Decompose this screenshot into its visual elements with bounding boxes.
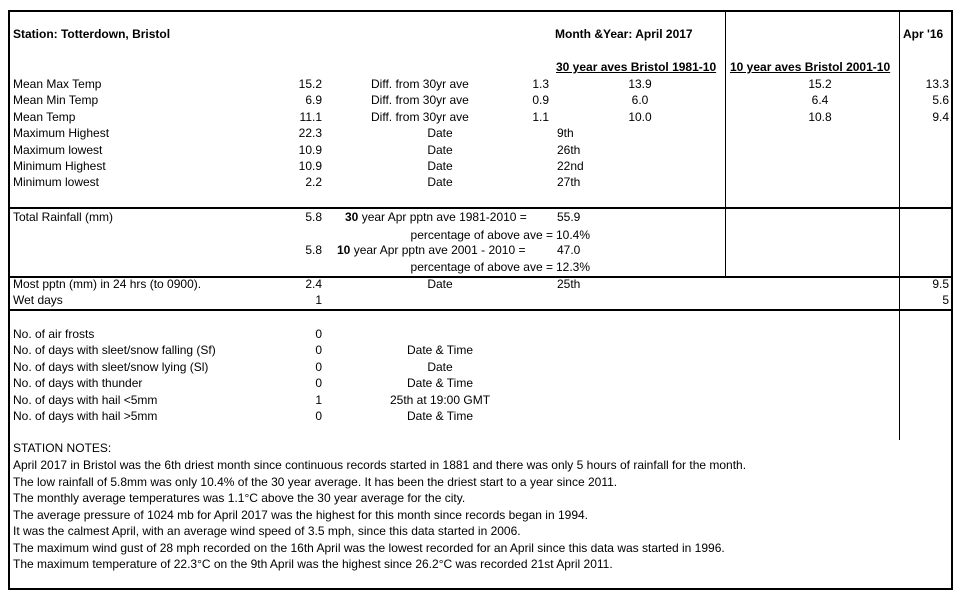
temp-row-diff: 1.1 <box>532 110 549 124</box>
notes-line: It was the calmest April, with an average wind speed of 3.5 mph, since this data started in 2006. <box>13 524 521 538</box>
rainfall-pct-10yr-label: percentage of above ave = <box>410 260 553 274</box>
count-row-label: No. of days with sleet/snow lying (Sl) <box>13 360 209 374</box>
count-row-label: No. of days with thunder <box>13 376 143 390</box>
count-row-note: Date & Time <box>406 343 474 357</box>
divider-prev-year <box>899 10 900 440</box>
month-year-title: Month &Year: April 2017 <box>555 27 693 41</box>
rainfall-30yr-line <box>345 210 527 224</box>
count-row-note: Date & Time <box>406 409 474 423</box>
notes-line: The low rainfall of 5.8mm was only 10.4% of the 30 year average. It has been the driest start to a year since 2011. <box>13 474 618 489</box>
temp-row-ave30: 6.0 <box>631 93 649 107</box>
rainfall-value-1: 5.8 <box>305 210 322 224</box>
col-10yr-header-text: 10 year aves Bristol 2001-10 <box>730 60 891 74</box>
temp-row-diff: 1.3 <box>532 77 549 91</box>
count-row-label: No. of days with hail >5mm <box>13 409 158 423</box>
count-row-value: 0 <box>315 376 322 390</box>
temp-row-ave10: 15.2 <box>808 77 832 91</box>
temp-row-diff-label: Diff. from 30yr ave <box>371 77 469 91</box>
temp-row-date: 22nd <box>557 159 584 173</box>
divider-counts-top <box>8 309 953 311</box>
count-row-value: 0 <box>315 360 322 374</box>
temp-row-label: Mean Max Temp <box>13 77 102 91</box>
pptn-date: 25th <box>557 277 581 291</box>
count-row-label: No. of days with hail <5mm <box>13 393 158 407</box>
prev-year-title: Apr '16 <box>903 27 944 41</box>
wet-days-label: Wet days <box>13 293 63 307</box>
border-right <box>951 10 953 590</box>
temp-row-value: 15.2 <box>298 77 322 91</box>
rainfall-10yr-value: 47.0 <box>557 243 581 257</box>
notes-line: April 2017 in Bristol was the 6th driest month since continuous records started in 1881 and there was only 5 hours of rainfall for the month. <box>13 458 747 472</box>
temp-row-value: 10.9 <box>298 159 322 173</box>
col-30yr-header-text: 30 year aves Bristol 1981-10 <box>556 60 717 74</box>
rainfall-30yr-value: 55.9 <box>557 210 581 224</box>
station-title: Station: Totterdown, Bristol <box>13 27 171 41</box>
count-row-value: 1 <box>315 393 322 407</box>
temp-row-label: Maximum lowest <box>13 143 103 157</box>
temp-row-ave10: 10.8 <box>808 110 832 124</box>
wet-days-prev: 5 <box>942 293 949 307</box>
notes-line: The monthly average temperatures was 1.1°C above the 30 year average for the city. <box>13 491 466 505</box>
rainfall-10yr-text: year Apr pptn ave 2001 - 2010 = <box>350 243 526 257</box>
temp-row-label: Mean Temp <box>13 110 76 124</box>
temp-row-value: 2.2 <box>305 175 322 189</box>
notes-title: STATION NOTES: <box>13 441 112 455</box>
temp-row-value: 22.3 <box>298 126 322 140</box>
temp-row-prev: 13.3 <box>925 77 949 91</box>
temp-row-date-label: Date <box>427 159 453 173</box>
temp-row-date-label: Date <box>427 126 453 140</box>
notes-line: The average pressure of 1024 mb for April 2017 was the highest for this month since records began in 1994. <box>13 507 589 522</box>
divider-rainfall-top <box>8 207 953 209</box>
rainfall-pct-30yr-label: percentage of above ave = <box>410 228 553 242</box>
temp-row-date-label: Date <box>427 143 453 157</box>
temp-row-date: 9th <box>557 126 574 140</box>
pptn-value: 2.4 <box>305 277 322 291</box>
count-row-value: 0 <box>315 327 322 341</box>
border-bottom <box>8 588 953 590</box>
border-top <box>8 10 953 12</box>
rainfall-30yr-bold: 30 <box>345 210 359 224</box>
border-left <box>8 10 10 590</box>
wet-days-value: 1 <box>315 293 322 307</box>
temp-row-diff-label: Diff. from 30yr ave <box>371 110 469 124</box>
count-row-label: No. of days with sleet/snow falling (Sf) <box>13 343 216 357</box>
pptn-date-label: Date <box>427 277 453 291</box>
count-row-note: 25th at 19:00 GMT <box>389 393 491 407</box>
temp-row-label: Minimum lowest <box>13 175 100 189</box>
temp-row-prev: 5.6 <box>932 93 949 107</box>
rainfall-pct-10yr-value: 12.3% <box>556 260 591 274</box>
temp-row-diff-label: Diff. from 30yr ave <box>371 93 469 107</box>
rainfall-10yr-bold: 10 <box>337 243 351 257</box>
temp-row-date: 26th <box>557 143 581 157</box>
temp-row-label: Minimum Highest <box>13 159 106 173</box>
rainfall-10yr-line <box>337 243 525 257</box>
col-10yr-header <box>730 60 890 74</box>
temp-row-prev: 9.4 <box>932 110 949 124</box>
divider-10yr <box>725 10 726 278</box>
temp-row-date: 27th <box>557 175 581 189</box>
count-row-value: 0 <box>315 409 322 423</box>
rainfall-pct-30yr-value: 10.4% <box>556 228 591 242</box>
temp-row-ave10: 6.4 <box>811 93 829 107</box>
rainfall-label: Total Rainfall (mm) <box>13 210 114 224</box>
count-row-label: No. of air frosts <box>13 327 95 341</box>
notes-line: The maximum wind gust of 28 mph recorded on the 16th April was the lowest recorded for an April since this data was started in 1996. <box>13 540 725 555</box>
temp-row-ave30: 10.0 <box>628 110 652 124</box>
temp-row-label: Mean Min Temp <box>13 93 99 107</box>
temp-row-value: 10.9 <box>298 143 322 157</box>
temp-row-diff: 0.9 <box>532 93 549 107</box>
count-row-note: Date <box>427 360 453 374</box>
notes-line: The maximum temperature of 22.3°C on the 9th April was the highest since 26.2°C was recorded 21st April 2011. <box>13 557 613 571</box>
temp-row-label: Maximum Highest <box>13 126 110 140</box>
rainfall-30yr-text: year Apr pptn ave 1981-2010 = <box>358 210 527 224</box>
temp-row-ave30: 13.9 <box>628 77 652 91</box>
temp-row-value: 11.1 <box>299 110 322 124</box>
col-30yr-header <box>556 60 716 74</box>
count-row-note: Date & Time <box>406 376 474 390</box>
count-row-value: 0 <box>315 343 322 357</box>
temp-row-date-label: Date <box>427 175 453 189</box>
pptn-prev: 9.5 <box>932 277 949 291</box>
rainfall-value-2: 5.8 <box>305 243 322 257</box>
temp-row-value: 6.9 <box>305 93 322 107</box>
pptn-label: Most pptn (mm) in 24 hrs (to 0900). <box>13 277 202 291</box>
